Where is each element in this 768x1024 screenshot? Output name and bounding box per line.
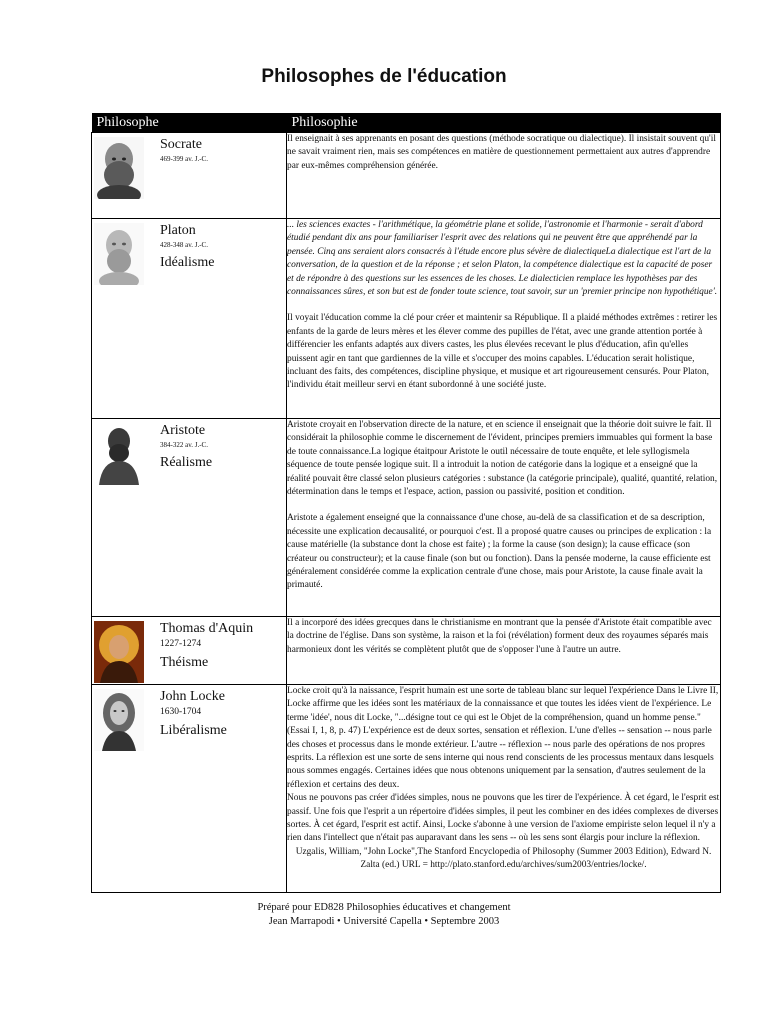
philosopher-name: Platon xyxy=(160,223,196,238)
philosophy-school: Réalisme xyxy=(160,455,213,470)
philosopher-name: Socrate xyxy=(160,137,202,152)
plato-portrait xyxy=(94,223,144,285)
locke-portrait xyxy=(94,689,144,751)
philosopher-dates: 428-348 av. J.-C. xyxy=(160,241,208,249)
col-header-philosophe: Philosophe xyxy=(92,113,287,133)
table-row xyxy=(92,419,721,617)
philosopher-cell xyxy=(92,133,287,219)
philosopher-dates: 384-322 av. J.-C. xyxy=(160,441,208,449)
table-row xyxy=(92,133,721,219)
footer xyxy=(0,901,768,929)
description-paragraph: Aristote croyait en l'observation directe de la nature, et en science il enseignait que la théorie doit suivre le fait. Il considérait la philosophie comme le discernement de l'évident, principes premiers immuables qui forment la base de toute connaissance.La logique étaitpour Aristote le outil nécessaire de toute enquête, et lele syllogismela séquence de toute pensée logique suit. Il a introduit la notion de catégorie dans la logique et a enseigné que la réalité pouvait être classé selon plusieurs catégories : substance (la catégorie principale), qualité, quantité, relation, détermination dans le temps et l'espace, action, passion ou passivité, position et condition. xyxy=(287,420,718,498)
footer-line-2: Jean Marrapodi • Université Capella • Septembre 2003 xyxy=(268,916,500,927)
philosophy-school: Libéralisme xyxy=(160,723,227,738)
philosopher-dates: 469-399 av. J.-C. xyxy=(160,155,208,163)
philosopher-name: Aristote xyxy=(160,423,206,438)
footer-line-1: Préparé pour ED828 Philosophies éducatives et changement xyxy=(257,902,511,913)
description-paragraph: Il a incorporé des idées grecques dans le christianisme en montrant que la pensée d'Aristote était compatible avec la doctrine de l'église. Dans son système, la raison et la foi (révélation) forment deux des royaumes séparés mais harmonieux dont les vérités se complètent plutôt que de s'opposer l'une à l'autre un autre. xyxy=(287,618,712,655)
description-paragraph: Nous ne pouvons pas créer d'idées simples, nous ne pouvons que les tirer de l'expérience. À cet égard, le l'esprit est passif. Une fois que l'esprit a un répertoire d'idées simples, il peut les combiner en des idées complexes de diverses sortes. À cet égard, l'esprit est actif. Ainsi, Locke s'abonne à une version de l'axiome empiriste selon lequel il n'y a rien dans l'intellect que n'était pas auparavant dans les sens -- où les sens sont élargis pour inclure la réflexion. xyxy=(287,793,720,844)
aquinas-portrait xyxy=(94,621,144,683)
philosophy-description xyxy=(287,133,721,219)
philosopher-dates: 1227-1274 xyxy=(160,639,202,649)
philosopher-name: Thomas d'Aquin xyxy=(160,621,254,636)
table-row xyxy=(92,219,721,419)
philosopher-name: John Locke xyxy=(160,689,225,704)
philosopher-dates: 1630-1704 xyxy=(160,707,202,717)
description-paragraph: ... les sciences exactes - l'arithmétique, la géométrie plane et solide, l'astronomie et l'harmonie - serait d'abord étudié pendant dix ans pour familiariser l'esprit avec des relations qui ne peuvent être que appréhendé par la pensée. Cinq ans seraient alors consacrés à l'étude encore plus sévère de dialectiqueLa dialectique est l'art de la conversation, de la question et de la réponse ; et selon Platon, la compétence dialectique est la capacité de poser et de répondre à des questions sur les essences de les choses. Le dialecticien remplace les hypothèses par des connaissances sûres, et son but est de fonder toute science, tout savoir, sur un 'premier principe non hypothétique'. xyxy=(287,220,718,298)
philosopher-cell xyxy=(92,219,287,419)
philosopher-cell xyxy=(92,617,287,685)
citation: Uzgalis, William, "John Locke",The Stanford Encyclopedia of Philosophy (Summer 2003 Edition), Edward N. Zalta (ed.) URL = http://plato.stanford.edu/archives/sum2003/entries/locke/. xyxy=(295,846,712,871)
philosopher-cell xyxy=(92,419,287,617)
table-row xyxy=(92,617,721,685)
table-header-row xyxy=(92,113,721,133)
page-title: Philosophes de l'éducation xyxy=(261,66,507,87)
philosophy-description xyxy=(287,685,721,893)
philosophy-description xyxy=(287,219,721,419)
aristotle-portrait xyxy=(94,423,144,485)
philosopher-cell xyxy=(92,685,287,893)
description-paragraph: Aristote a également enseigné que la connaissance d'une chose, au-delà de sa classification et de sa description, nécessite une explication decausalité, or pourquoi c'est. Il a proposé quatre causes ou principes de explication : la cause matérielle (la substance dont la chose est faite) ; la forme la cause (son design); la cause efficace (son créateur ou constructeur); et la cause finale (son but ou fonction). Dans la pensée moderne, la cause efficiente est généralement considérée comme la explication centrale d'une chose, mais pour Aristote, la cause finale avait la primauté. xyxy=(287,513,712,591)
description-paragraph: Il voyait l'éducation comme la clé pour créer et maintenir sa République. Il a plaidé méthodes extrêmes : retirer les enfants de la garde de leurs mères et les élever comme des pupilles de l'état, avec une grande attention portée à différencier les enfants adaptés aux divers castes, les plus élevées recevant le plus d'éducation, afin qu'elles puissent agir en tant que gardiennes de la ville et s'occuper des moins capables. L'éducation serait holistique, incluant des faits, des compétences, discipline physique, et musique et art rigoureusement censurés. Pour Platon, l'individu était meilleur servi en étant subordonné à une société juste. xyxy=(287,313,718,391)
philosophy-school: Idéalisme xyxy=(160,255,215,270)
description-paragraph: Locke croit qu'à la naissance, l'esprit humain est une sorte de tableau blanc sur lequel l'expérience Dans le Livre II, Locke affirme que les idées sont les matériaux de la connaissance et que toutes les idées vient de l'expérience. Le terme 'idée', nous dit Locke, "...désigne tout ce qui est le Objet de la compréhension, quand un homme pense." (Essai I, 1, 8, p. 47) L'expérience est de deux sortes, sensation et réflexion. L'une d'elles -- sensation -- nous parle des choses et processus dans le monde extérieur. L'autre -- réflexion -- nous parle des opérations de nos propres esprits. La réflexion est une sorte de sens interne qui nous rend conscients de les processus mentaux dans lesquels nous sommes engagés. Certaines idées que nous obtenons uniquement par la sensation, d'autres seulement de la réflexion et certains des deux. xyxy=(287,686,719,790)
col-header-philosophie: Philosophie xyxy=(287,113,721,133)
philosophers-table xyxy=(91,113,721,893)
philosophy-description xyxy=(287,419,721,617)
socrates-portrait xyxy=(94,137,144,199)
philosophy-description xyxy=(287,617,721,685)
philosophy-school: Théisme xyxy=(160,655,209,670)
description-paragraph: Il enseignait à ses apprenants en posant des questions (méthode socratique ou dialectique). Il insistait souvent qu'il ne savait vraiment rien, mais ses compétences en matière de questionnement permettaient aux autres d'apprendre par eux-mêmes compréhension générée. xyxy=(287,134,716,171)
table-row xyxy=(92,685,721,893)
